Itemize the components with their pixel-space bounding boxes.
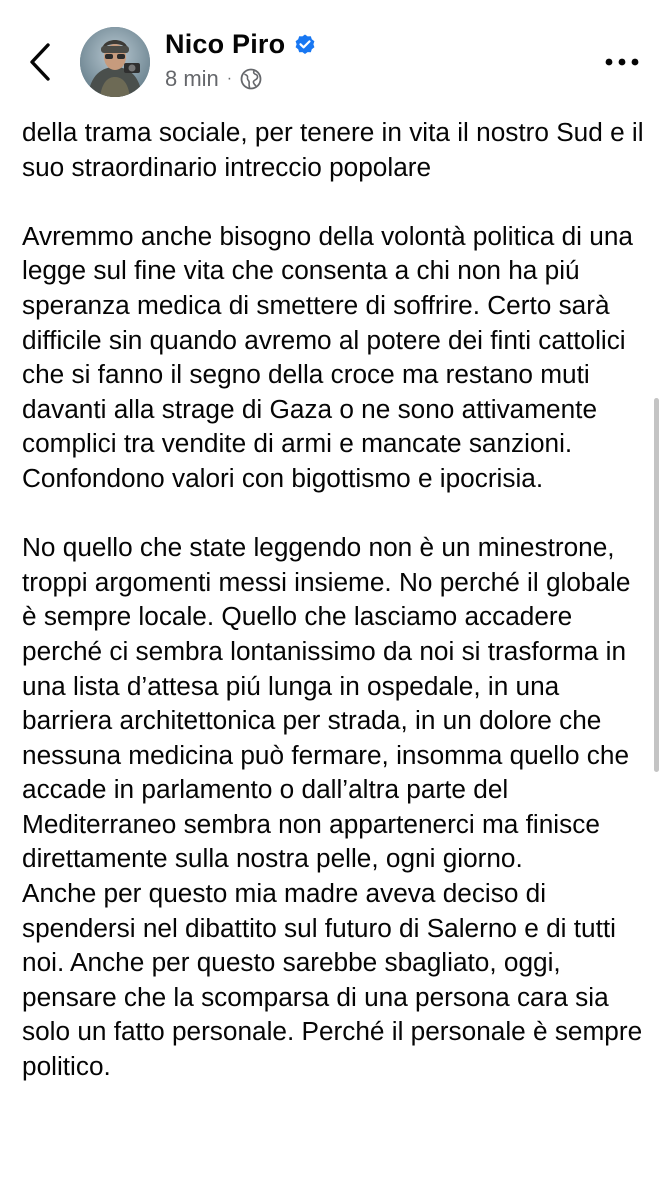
post-meta (165, 66, 262, 92)
globe-icon[interactable] (240, 68, 262, 90)
back-button[interactable] (20, 38, 60, 86)
more-horizontal-icon (605, 58, 639, 66)
profile-photo (80, 27, 150, 97)
more-options-button[interactable] (598, 46, 646, 78)
author-name[interactable]: Nico Piro (165, 29, 286, 59)
avatar[interactable] (80, 27, 150, 97)
post-paragraph: Avremmo anche bisogno della volontà politica di una legge sul fine vita che consenta a chi non ha piú speranza medica di smettere di soffrire. Certo sarà difficile sin quando avremo al potere dei finti cattolici che si fanno il segno della croce ma restano muti davanti alla strage di Gaza o ne sono attivamente complici tra vendite di armi e mancate sanzioni. Confondono valori con bigottismo e ipocrisia. (22, 220, 633, 493)
post-paragraph: Anche per questo mia madre aveva deciso di spendersi nel dibattito sul futuro di Salerno e di tutti noi. Anche per questo sarebbe sbagliato, oggi, pensare che la scomparsa di una persona cara sia solo un fatto personale. Perché il personale è sempre politico. (22, 878, 643, 1082)
author-row (165, 29, 317, 60)
scrollbar[interactable] (654, 398, 659, 772)
post-header (0, 0, 666, 114)
post-body (22, 115, 652, 1084)
meta-separator: · (226, 70, 233, 87)
post-paragraph: della trama sociale, per tenere in vita il nostro Sud e il suo straordinario intreccio popolare (22, 117, 644, 182)
post-timestamp[interactable]: 8 min (165, 66, 219, 91)
post-paragraph: No quello che state leggendo non è un minestrone, troppi argomenti messi insieme. No perché il globale è sempre locale. Quello che lasciamo accadere perché ci sembra lontanissimo da noi si trasforma in una lista d’attesa piú lunga in ospedale, in una barriera architettonica per strada, in un dolore che nessuna medicina può fermare, insomma quello che accade in parlamento o dall’altra parte del Mediterraneo sembra non appartenerci ma finisce direttamente sulla nostra pelle, ogni giorno. (22, 532, 631, 874)
chevron-left-icon (29, 43, 51, 81)
verified-badge-icon (293, 33, 317, 57)
